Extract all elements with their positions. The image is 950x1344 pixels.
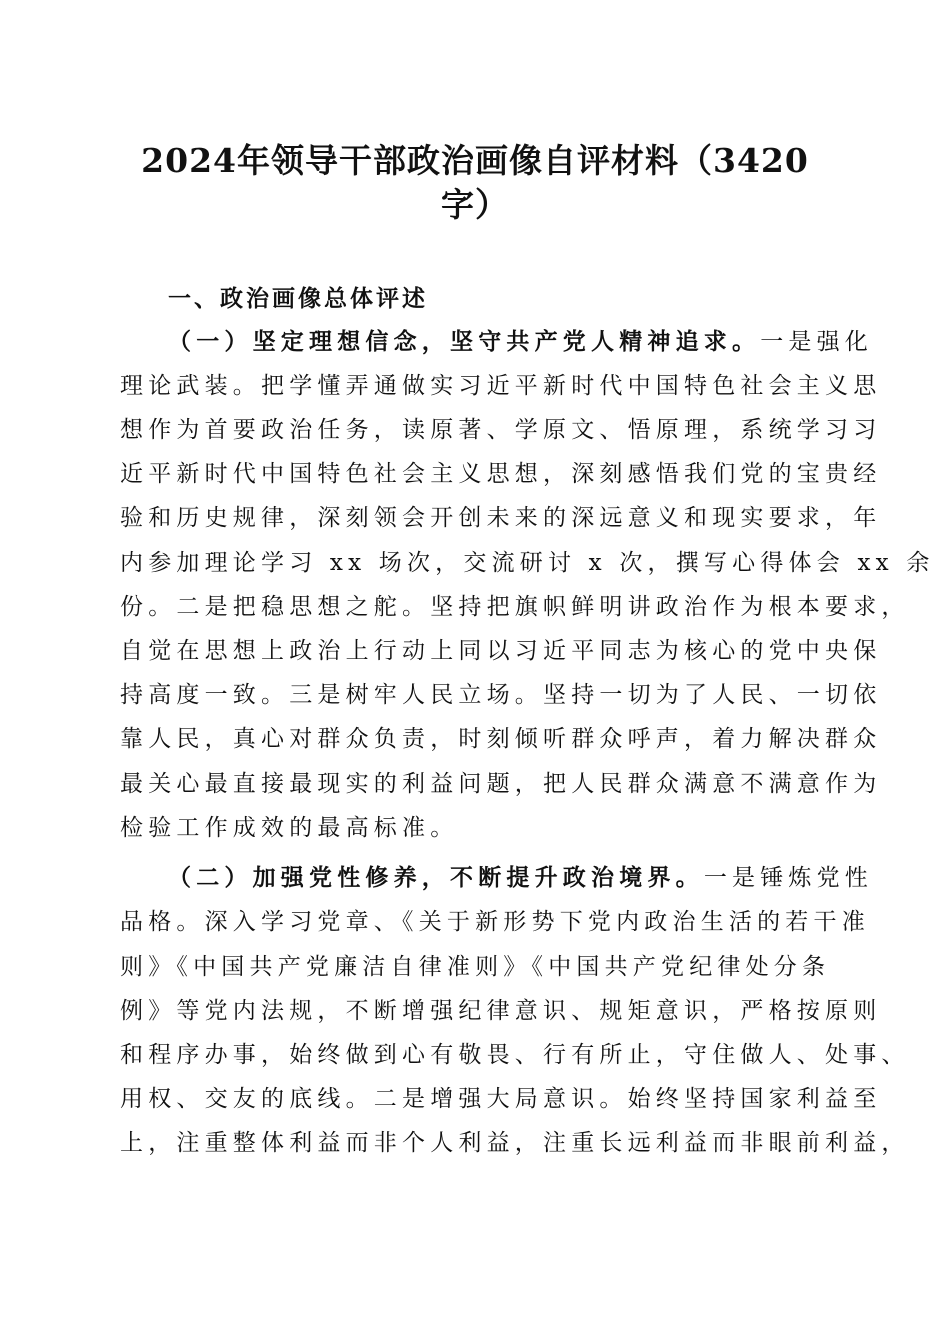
paragraph-2-line-5: 和程序办事，始终做到心有敬畏、行有所止，守住做人、处事、 <box>120 1042 910 1068</box>
paragraph-1-line-11: 最关心最直接最现实的利益问题，把人民群众满意不满意作为 <box>120 771 882 797</box>
paragraph-1-line-5: 验和历史规律，深刻领会开创未来的深远意义和现实要求，年 <box>120 505 882 531</box>
paragraph-1-line-1 <box>168 327 908 357</box>
paragraph-2-line-1 <box>168 863 908 893</box>
paragraph-1-line-3: 想作为首要政治任务，读原著、学原文、悟原理，系统学习习 <box>120 417 882 443</box>
paragraph-1-line-7: 份。二是把稳思想之舵。坚持把旗帜鲜明讲政治作为根本要求， <box>120 594 910 620</box>
document-title-line-2: 字） <box>441 185 509 224</box>
paragraph-2-lead: （二）加强党性修养，不断提升政治境界。 <box>168 864 704 891</box>
paragraph-2-line-1-rest: 一是锤炼党性 <box>703 865 874 891</box>
paragraph-2-line-2: 品格。深入学习党章、《关于新形势下党内政治生活的若干准 <box>120 909 870 935</box>
paragraph-1-lead: （一）坚定理想信念，坚守共产党人精神追求。 <box>168 328 761 355</box>
document-title-line-1: 2024年领导干部政治画像自评材料（3420 <box>141 141 809 180</box>
section-heading: 一、政治画像总体评述 <box>168 286 428 312</box>
paragraph-2-line-7: 上，注重整体利益而非个人利益，注重长远利益而非眼前利益， <box>120 1130 910 1156</box>
paragraph-2-line-6: 用权、交友的底线。二是增强大局意识。始终坚持国家利益至 <box>120 1086 882 1112</box>
paragraph-1-line-6: 内参加理论学习 xx 场次，交流研讨 x 次，撰写心得体会 xx 余 <box>120 550 935 576</box>
paragraph-1-line-10: 靠人民，真心对群众负责，时刻倾听群众呼声，着力解决群众 <box>120 726 882 752</box>
paragraph-1-line-2: 理论武装。把学懂弄通做实习近平新时代中国特色社会主义思 <box>120 373 882 399</box>
paragraph-1-line-12: 检验工作成效的最高标准。 <box>120 815 459 841</box>
paragraph-2-line-4: 例》等党内法规，不断增强纪律意识、规矩意识，严格按原则 <box>120 998 882 1024</box>
paragraph-1-line-8: 自觉在思想上政治上行动上同以习近平同志为核心的党中央保 <box>120 638 882 664</box>
paragraph-1-line-4: 近平新时代中国特色社会主义思想，深刻感悟我们党的宝贵经 <box>120 461 882 487</box>
paragraph-2-line-3: 则》《中国共产党廉洁自律准则》《中国共产党纪律处分条 <box>120 954 831 980</box>
paragraph-1-line-9: 持高度一致。三是树牢人民立场。坚持一切为了人民、一切依 <box>120 682 882 708</box>
paragraph-1-line-1-rest: 一是强化 <box>760 329 874 355</box>
